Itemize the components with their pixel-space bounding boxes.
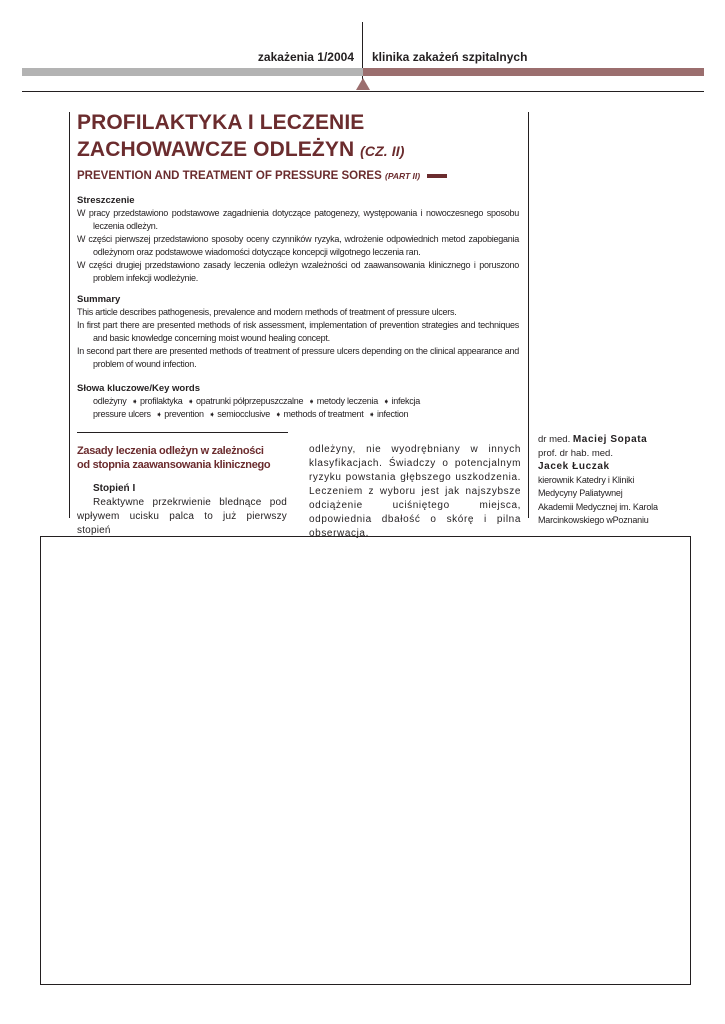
arrow-bullet-icon: ➧ <box>131 397 138 406</box>
keywords-en <box>77 408 519 421</box>
abstract-pl-paragraph: W pracy przedstawiono podstawowe zagadnienia dotyczące patogenezy, występowania i nowoczesnego sposobu leczenia odleżyn. <box>77 208 519 231</box>
header-triangle-icon <box>356 78 370 90</box>
section-heading <box>77 444 289 472</box>
keyword: pressure ulcers <box>93 409 151 419</box>
abstract-pl <box>77 194 519 285</box>
journal-section: klinika zakażeń szpitalnych <box>372 50 528 64</box>
body-column-1: Reaktywne przekrwienie blednące pod wpływem ucisku palca to już pierwszy stopień <box>77 497 287 536</box>
keyword: methods of treatment <box>283 409 364 419</box>
abstract-en-paragraph: In first part there are presented methods of risk assessment, implementation of prevention strategies and techniques and basic knowledge concerning moist wound healing concept. <box>77 320 519 343</box>
header-band-right <box>363 68 704 76</box>
journal-issue: zakażenia 1/2004 <box>257 50 354 64</box>
section-heading-line: od stopnia zaawansowania klinicznego <box>77 459 271 471</box>
body-column-2: odleżyny, nie wyodrębniany w innych klasyfikacjach. Świadczy o potencjalnym ryzyku powstania głębszego uszkodzenia. Leczeniem z wyboru jest jak najszybsze odciążenie uciśniętego miejsca, odpowiednia dbałość o skórę i pilna obserwacja. <box>309 444 521 539</box>
arrow-bullet-icon: ➧ <box>383 397 390 406</box>
keyword: metody leczenia <box>316 396 379 406</box>
author-name: Maciej Sopata <box>572 434 648 445</box>
abstract-pl-paragraph: W części drugiej przedstawiono zasady leczenia odleżyn wzależności od zaawansowania klinicznego i poruszono problem infekcji wodleżynie. <box>77 260 519 283</box>
keywords-pl <box>77 395 519 408</box>
arrow-bullet-icon: ➧ <box>155 410 163 419</box>
arrow-bullet-icon: ➧ <box>368 410 375 419</box>
keyword: opatrunki półprzepuszczalne <box>195 396 304 406</box>
keywords <box>77 382 519 421</box>
figure-frame <box>40 536 691 985</box>
section-heading-line: Zasady leczenia odleżyn w zależności <box>77 445 264 457</box>
abstract-en <box>77 293 519 371</box>
title-left-rule <box>69 112 70 518</box>
keyword: infection <box>376 409 409 419</box>
keyword: prevention <box>164 409 204 419</box>
keyword: infekcja <box>391 396 421 406</box>
author-degree: prof. dr hab. med. <box>538 447 613 459</box>
keywords-heading: Słowa kluczowe/Key words <box>77 383 201 394</box>
subtitle-part: (PART II) <box>384 171 421 181</box>
abstract-en-paragraph: In second part there are presented methods of treatment of pressure ulcers depending on the clinical appearance and problem of wound infection. <box>77 346 519 369</box>
arrow-bullet-icon: ➧ <box>187 397 194 406</box>
affiliation-line: Akademii Medycznej im. Karola <box>538 501 658 512</box>
author-column-rule <box>528 112 529 518</box>
arrow-bullet-icon: ➧ <box>208 410 216 419</box>
article-subtitle <box>77 170 447 182</box>
header-band-left <box>22 68 363 76</box>
affiliation-line: Marcinkowskiego wPoznaniu <box>538 515 649 525</box>
keyword: odleżyny <box>93 396 127 406</box>
subtitle-text: PREVENTION AND TREATMENT OF PRESSURE SORES <box>77 170 382 182</box>
keyword: semiocclusive <box>217 409 270 419</box>
author-degree: dr med. <box>538 434 571 445</box>
arrow-bullet-icon: ➧ <box>308 397 315 406</box>
subtitle-dash <box>427 174 447 178</box>
article-title <box>77 109 405 165</box>
title-line-2: ZACHOWAWCZE ODLEŻYN <box>77 138 355 161</box>
subsection-heading: Stopień I <box>93 483 136 494</box>
header-rule <box>22 91 704 92</box>
abstract-separator <box>77 432 288 433</box>
abstract-en-paragraph: This article describes pathogenesis, prevalence and modern methods of treatment of pressure ulcers. <box>77 307 457 317</box>
arrow-bullet-icon: ➧ <box>275 410 282 419</box>
keyword: profilaktyka <box>139 396 183 406</box>
abstract-en-heading: Summary <box>77 294 121 305</box>
abstract-pl-paragraph: W części pierwszej przedstawiono sposoby oceny czynników ryzyka, wdrożenie odpowiednich metod zapobiegania odleżynom oraz podstawowe wiadomości dotyczące koncepcji wilgotnego leczenia ran. <box>77 234 519 257</box>
title-part: (CZ. II) <box>360 143 405 159</box>
title-line-1: PROFILAKTYKA I LECZENIE <box>77 111 365 134</box>
author-name: Jacek Łuczak <box>538 461 610 472</box>
affiliation-line: kierownik Katedry i Kliniki <box>538 474 635 485</box>
abstract-pl-heading: Streszczenie <box>77 195 135 206</box>
affiliation-line: Medycyny Paliatywnej <box>538 488 623 498</box>
author-block <box>538 433 698 528</box>
